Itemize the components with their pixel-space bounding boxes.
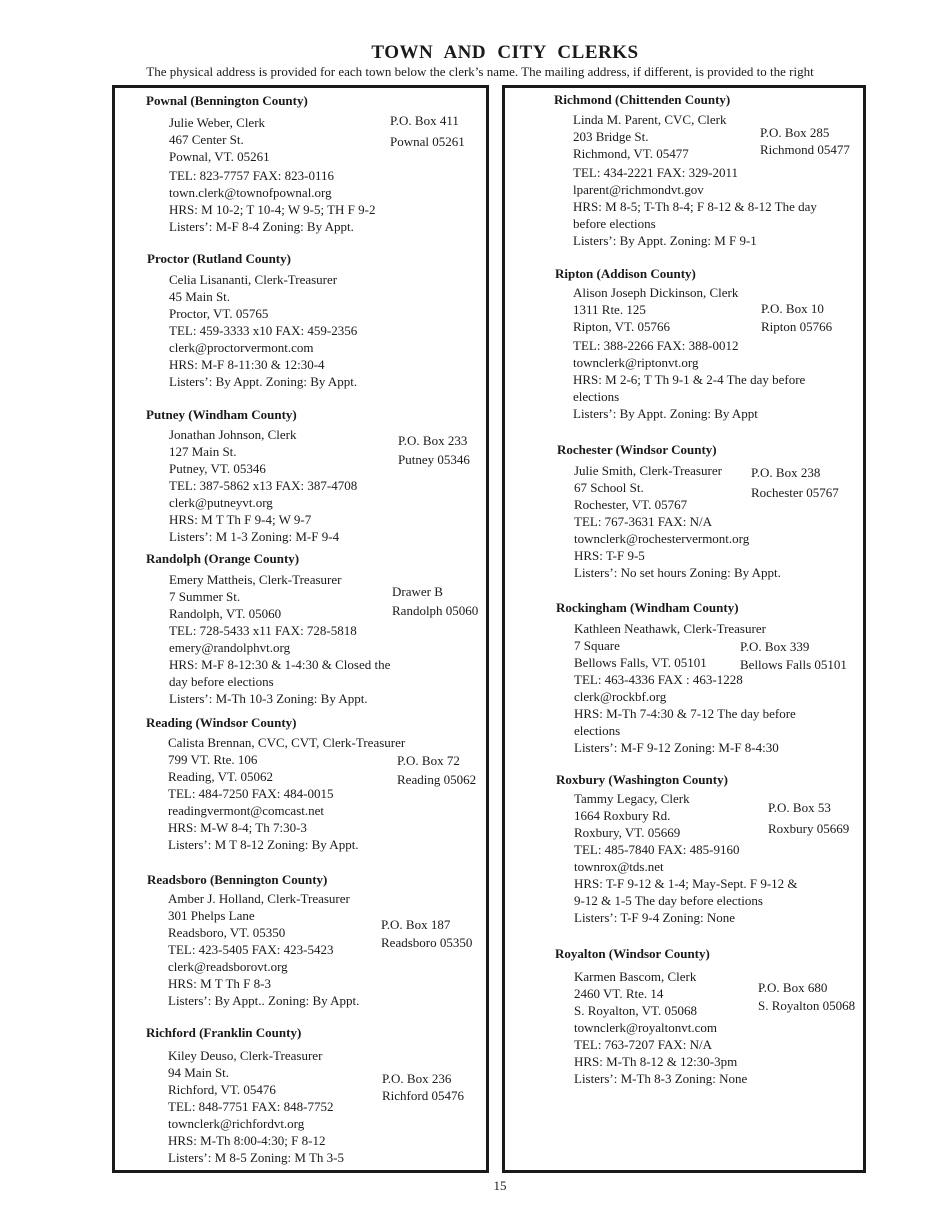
mailing-address-line: Reading 05062 (397, 772, 477, 787)
entry-line: clerk@rockbf.org (574, 689, 667, 704)
entry-line: elections (574, 723, 621, 738)
mailing-address-line: Roxbury 05669 (768, 821, 850, 836)
mailing-address-line: P.O. Box 238 (751, 465, 821, 480)
page-number: 15 (493, 1178, 507, 1193)
entry-line: readingvermont@comcast.net (168, 803, 324, 818)
entry-line: 1664 Roxbury Rd. (574, 808, 671, 823)
mailing-address-line: P.O. Box 339 (740, 639, 810, 654)
entry-line: Emery Mattheis, Clerk-Treasurer (169, 572, 342, 587)
entry-line: 7 Square (574, 638, 620, 653)
mailing-address-line: P.O. Box 187 (381, 917, 451, 932)
entry-line: Bellows Falls, VT. 05101 (574, 655, 707, 670)
entry-line: Putney, VT. 05346 (169, 461, 266, 476)
entry-line: TEL: 434-2221 FAX: 329-2011 (573, 165, 739, 180)
mailing-address-line: P.O. Box 285 (760, 125, 830, 140)
town-heading: Readsboro (Bennington County) (147, 872, 328, 887)
entry-line: 1311 Rte. 125 (573, 302, 646, 317)
town-heading: Roxbury (Washington County) (556, 772, 728, 787)
entry-line: Celia Lisananti, Clerk-Treasurer (169, 272, 338, 287)
entry-line: Linda M. Parent, CVC, Clerk (573, 112, 727, 127)
entry-line: Kathleen Neathawk, Clerk-Treasurer (574, 621, 766, 636)
entry-line: clerk@proctorvermont.com (169, 340, 314, 355)
entry-line: Listers’: T-F 9-4 Zoning: None (574, 910, 736, 925)
entry-line: clerk@putneyvt.org (169, 495, 273, 510)
entry-line: Listers’: By Appt. Zoning: By Appt. (169, 374, 358, 389)
entry-line: TEL: 728-5433 x11 FAX: 728-5818 (169, 623, 357, 638)
mailing-address-line: P.O. Box 233 (398, 433, 468, 448)
entry-line: Listers’: M-Th 10-3 Zoning: By Appt. (169, 691, 368, 706)
town-heading: Pownal (Bennington County) (146, 93, 308, 108)
entry-line: clerk@readsborovt.org (168, 959, 288, 974)
entry-line: Randolph, VT. 05060 (169, 606, 282, 621)
entry-line: townclerk@riptonvt.org (573, 355, 699, 370)
entry-line: TEL: 459-3333 x10 FAX: 459-2356 (169, 323, 358, 338)
mailing-address-line: P.O. Box 53 (768, 800, 831, 815)
town-heading: Rochester (Windsor County) (557, 442, 717, 457)
entry-line: Roxbury, VT. 05669 (574, 825, 681, 840)
entry-line: Listers’: M-F 9-12 Zoning: M-F 8-4:30 (574, 740, 779, 755)
entry-line: 127 Main St. (169, 444, 237, 459)
entry-line: Richmond, VT. 05477 (573, 146, 689, 161)
entry-line: Listers’: M-Th 8-3 Zoning: None (574, 1071, 748, 1086)
entry-line: emery@randolphvt.org (169, 640, 291, 655)
entry-line: HRS: M-F 8-11:30 & 12:30-4 (169, 357, 325, 372)
entry-line: Listers’: No set hours Zoning: By Appt. (574, 565, 781, 580)
mailing-address-line: Putney 05346 (398, 452, 470, 467)
entry-line: TEL: 823-7757 FAX: 823-0116 (169, 168, 335, 183)
page-subtitle: The physical address is provided for each town below the clerk’s name. The mailing address, if different, is provided to the right (146, 64, 814, 79)
entry-line: townclerk@richfordvt.org (168, 1116, 305, 1131)
mailing-address-line: P.O. Box 411 (390, 113, 459, 128)
entry-line: Listers’: M T 8-12 Zoning: By Appt. (168, 837, 359, 852)
entry-line: Reading, VT. 05062 (168, 769, 273, 784)
entry-line: HRS: M-F 8-12:30 & 1-4:30 & Closed the (169, 657, 391, 672)
page-title: TOWN AND CITY CLERKS (371, 42, 639, 63)
entry-line: HRS: M T Th F 8-3 (168, 976, 271, 991)
entry-line: Readsboro, VT. 05350 (168, 925, 286, 940)
mailing-address-line: Randolph 05060 (392, 603, 479, 618)
entry-line: Pownal, VT. 05261 (169, 149, 270, 164)
town-heading: Royalton (Windsor County) (555, 946, 710, 961)
entry-line: Kiley Deuso, Clerk-Treasurer (168, 1048, 323, 1063)
mailing-address-line: P.O. Box 72 (397, 753, 460, 768)
entry-line: townrox@tds.net (574, 859, 664, 874)
entry-line: Calista Brennan, CVC, CVT, Clerk-Treasurer (168, 735, 406, 750)
entry-line: Listers’: M-F 8-4 Zoning: By Appt. (169, 219, 354, 234)
mailing-address-line: Rochester 05767 (751, 485, 839, 500)
mailing-address-line: Bellows Falls 05101 (740, 657, 847, 672)
entry-line: HRS: M-W 8-4; Th 7:30-3 (168, 820, 307, 835)
town-heading: Richmond (Chittenden County) (554, 92, 731, 107)
entry-line: S. Royalton, VT. 05068 (574, 1003, 698, 1018)
entry-line: HRS: M 2-6; T Th 9-1 & 2-4 The day before (573, 372, 806, 387)
entry-line: Richford, VT. 05476 (168, 1082, 276, 1097)
entry-line: Listers’: By Appt. Zoning: By Appt (573, 406, 758, 421)
mailing-address-line: S. Royalton 05068 (758, 998, 856, 1013)
entry-line: elections (573, 389, 620, 404)
entry-line: 7 Summer St. (169, 589, 241, 604)
entry-line: Julie Weber, Clerk (169, 115, 266, 130)
mailing-address-line: Drawer B (392, 584, 443, 599)
town-heading: Putney (Windham County) (146, 407, 297, 422)
entry-line: TEL: 423-5405 FAX: 423-5423 (168, 942, 334, 957)
entry-line: 203 Bridge St. (573, 129, 649, 144)
entry-line: Ripton, VT. 05766 (573, 319, 671, 334)
entry-line: 301 Phelps Lane (168, 908, 255, 923)
entry-line: townclerk@rochestervermont.org (574, 531, 750, 546)
entry-line: 2460 VT. Rte. 14 (574, 986, 664, 1001)
entry-line: Rochester, VT. 05767 (574, 497, 688, 512)
entry-line: 67 School St. (574, 480, 644, 495)
entry-line: Tammy Legacy, Clerk (574, 791, 690, 806)
entry-line: HRS: M-Th 8-12 & 12:30-3pm (574, 1054, 738, 1069)
town-heading: Randolph (Orange County) (146, 551, 300, 566)
entry-line: 467 Center St. (169, 132, 244, 147)
mailing-address-line: Readsboro 05350 (381, 935, 473, 950)
town-heading: Richford (Franklin County) (146, 1025, 302, 1040)
entry-line: HRS: M T Th F 9-4; W 9-7 (169, 512, 312, 527)
entry-line: town.clerk@townofpownal.org (169, 185, 332, 200)
entry-line: 94 Main St. (168, 1065, 230, 1080)
mailing-address-line: P.O. Box 10 (761, 301, 824, 316)
entry-line: Alison Joseph Dickinson, Clerk (573, 285, 739, 300)
entry-line: before elections (573, 216, 656, 231)
mailing-address-line: Richmond 05477 (760, 142, 850, 157)
mailing-address-line: P.O. Box 680 (758, 980, 828, 995)
entry-line: TEL: 484-7250 FAX: 484-0015 (168, 786, 334, 801)
entry-line: HRS: T-F 9-12 & 1-4; May-Sept. F 9-12 & (574, 876, 798, 891)
entry-line: townclerk@royaltonvt.com (574, 1020, 718, 1035)
entry-line: HRS: T-F 9-5 (574, 548, 645, 563)
entry-line: 799 VT. Rte. 106 (168, 752, 258, 767)
entry-line: TEL: 387-5862 x13 FAX: 387-4708 (169, 478, 358, 493)
entry-line: 45 Main St. (169, 289, 231, 304)
mailing-address-line: Ripton 05766 (761, 319, 833, 334)
entry-line: HRS: M 8-5; T-Th 8-4; F 8-12 & 8-12 The day (573, 199, 817, 214)
entry-line: TEL: 463-4336 FAX : 463-1228 (574, 672, 743, 687)
entry-line: TEL: 848-7751 FAX: 848-7752 (168, 1099, 334, 1114)
entry-line: HRS: M-Th 8:00-4:30; F 8-12 (168, 1133, 326, 1148)
entry-line: TEL: 767-3631 FAX: N/A (574, 514, 713, 529)
mailing-address-line: Pownal 05261 (390, 134, 465, 149)
entry-line: Listers’: M 8-5 Zoning: M Th 3-5 (168, 1150, 344, 1165)
entry-line: Listers’: By Appt. Zoning: M F 9-1 (573, 233, 757, 248)
entry-line: TEL: 763-7207 FAX: N/A (574, 1037, 713, 1052)
entry-line: TEL: 485-7840 FAX: 485-9160 (574, 842, 740, 857)
town-heading: Rockingham (Windham County) (556, 600, 739, 615)
entry-line: 9-12 & 1-5 The day before elections (574, 893, 763, 908)
mailing-address-line: Richford 05476 (382, 1088, 464, 1103)
entry-line: day before elections (169, 674, 274, 689)
town-heading: Ripton (Addison County) (555, 266, 696, 281)
entry-line: Listers’: By Appt.. Zoning: By Appt. (168, 993, 360, 1008)
entry-line: HRS: M-Th 7-4:30 & 7-12 The day before (574, 706, 796, 721)
town-heading: Proctor (Rutland County) (147, 251, 291, 266)
entry-line: Listers’: M 1-3 Zoning: M-F 9-4 (169, 529, 340, 544)
entry-line: lparent@richmondvt.gov (573, 182, 704, 197)
entry-line: Proctor, VT. 05765 (169, 306, 269, 321)
entry-line: TEL: 388-2266 FAX: 388-0012 (573, 338, 739, 353)
entry-line: Karmen Bascom, Clerk (574, 969, 697, 984)
entry-line: HRS: M 10-2; T 10-4; W 9-5; TH F 9-2 (169, 202, 376, 217)
entry-line: Jonathan Johnson, Clerk (169, 427, 297, 442)
entry-line: Amber J. Holland, Clerk-Treasurer (168, 891, 350, 906)
entry-line: Julie Smith, Clerk-Treasurer (574, 463, 722, 478)
mailing-address-line: P.O. Box 236 (382, 1071, 452, 1086)
town-heading: Reading (Windsor County) (146, 715, 297, 730)
